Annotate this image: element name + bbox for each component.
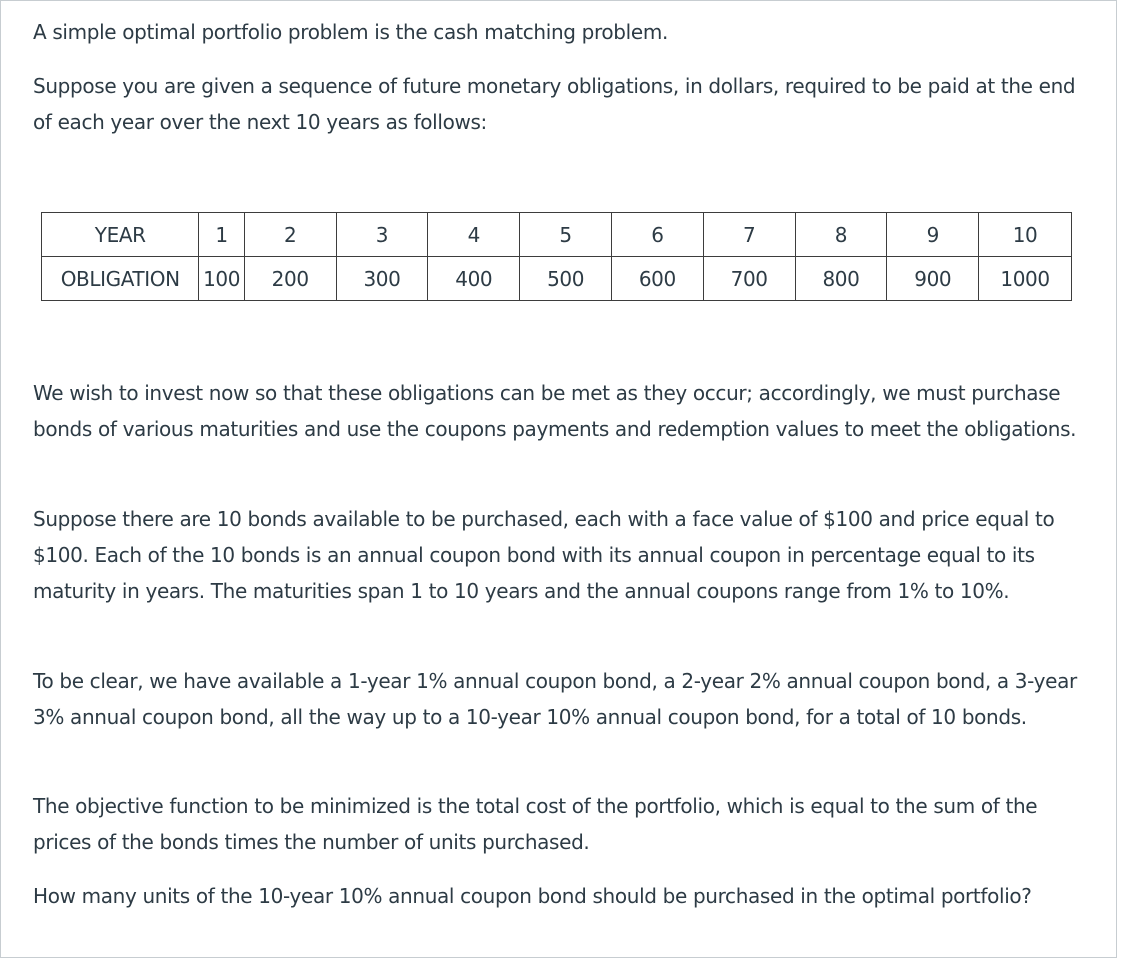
- obligation-cell: 100: [199, 257, 244, 301]
- obligation-cell: 200: [244, 257, 336, 301]
- year-cell: 9: [887, 213, 979, 257]
- invest-paragraph: We wish to invest now so that these obligations can be met as they occur; accordingly, we must purchase bonds of various maturities and use the coupons payments and redemption values to meet the obligations.: [33, 381, 1077, 441]
- obligation-header-cell: OBLIGATION: [42, 257, 199, 301]
- obligations-paragraph: Suppose you are given a sequence of future monetary obligations, in dollars, required to be paid at the end of each year over the next 10 years as follows:: [33, 74, 1076, 134]
- year-cell: 10: [979, 213, 1072, 257]
- year-cell: 6: [611, 213, 703, 257]
- obligation-cell: 800: [795, 257, 887, 301]
- bonds-paragraph: Suppose there are 10 bonds available to be purchased, each with a face value of $100 and price equal to $100. Each of the 10 bonds is an annual coupon bond with its annual coupon in percentage equal to its maturity in years. The maturities span 1 to 10 years and the annual coupons range from 1% to 10%.: [33, 507, 1055, 603]
- obligation-cell: 700: [703, 257, 795, 301]
- year-cell: 7: [703, 213, 795, 257]
- year-cell: 8: [795, 213, 887, 257]
- year-cell: 4: [428, 213, 520, 257]
- obligation-cell: 300: [336, 257, 428, 301]
- year-cell: 2: [244, 213, 336, 257]
- table-row-obligation: [42, 257, 1072, 301]
- clarification-paragraph: To be clear, we have available a 1-year 1% annual coupon bond, a 2-year 2% annual coupon bond, a 3-year 3% annual coupon bond, all the way up to a 10-year 10% annual coupon bond, for a total of 10 bonds.: [33, 669, 1077, 729]
- obligation-cell: 900: [887, 257, 979, 301]
- objective-paragraph: The objective function to be minimized is the total cost of the portfolio, which is equal to the sum of the prices of the bonds times the number of units purchased.: [33, 794, 1038, 854]
- year-cell: 5: [520, 213, 612, 257]
- intro-paragraph: A simple optimal portfolio problem is the cash matching problem.: [33, 20, 668, 44]
- obligation-cell: 500: [520, 257, 612, 301]
- obligation-cell: 600: [611, 257, 703, 301]
- year-header-cell: YEAR: [42, 213, 199, 257]
- question-paragraph: How many units of the 10-year 10% annual coupon bond should be purchased in the optimal portfolio?: [33, 884, 1032, 908]
- year-cell: 3: [336, 213, 428, 257]
- year-cell: 1: [199, 213, 244, 257]
- obligation-cell: 400: [428, 257, 520, 301]
- obligations-table: [41, 212, 1072, 301]
- obligation-cell: 1000: [979, 257, 1072, 301]
- table-row-year: [42, 213, 1072, 257]
